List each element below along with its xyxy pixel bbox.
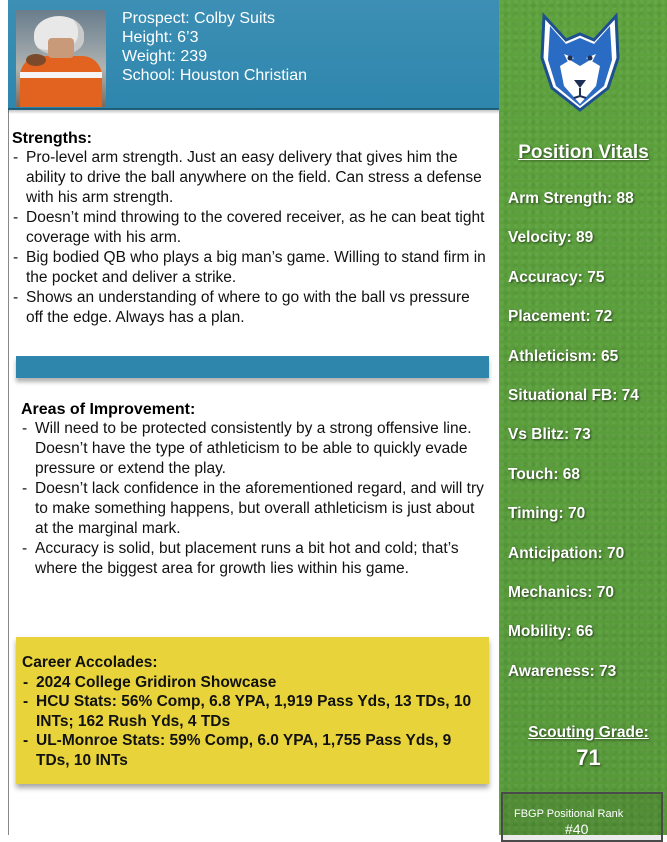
list-item: - UL-Monroe Stats: 59% Comp, 6.0 YPA, 1,755 Pass Yds, 9 TDs, 10 INTs [22, 731, 481, 770]
list-item: - 2024 College Gridiron Showcase [22, 673, 481, 693]
improvement-section [21, 401, 487, 579]
vitals-list [508, 190, 639, 702]
improvement-list [21, 419, 487, 579]
vital-item: Anticipation: 70 [508, 544, 625, 562]
list-item: - Pro-level arm strength. Just an easy delivery that gives him the ability to drive the ball anywhere on the field. Can stress a defense with his arm strength. [12, 148, 487, 208]
vital-item: Timing: 70 [508, 505, 586, 523]
prospect-name: Prospect: Colby Suits [122, 10, 275, 27]
strengths-title: Strengths: [12, 130, 92, 147]
vital-item: Placement: 72 [508, 308, 613, 326]
vital-item: Arm Strength: 88 [508, 190, 634, 207]
accolades-title: Career Accolades: [22, 654, 158, 671]
vital-item: Velocity: 89 [508, 229, 594, 247]
prospect-height: Height: 6’3 [122, 29, 199, 46]
list-item: - HCU Stats: 56% Comp, 6.8 YPA, 1,919 Pass Yds, 13 TDs, 10 INTs; 162 Rush Yds, 4 TDs [22, 692, 481, 731]
accolades-list [22, 673, 481, 771]
list-item: - Will need to be protected consistently by a strong offensive line. Doesn’t have the type of athleticism to be able to quickly evade pressure or extend the play. [21, 419, 487, 479]
photo-jersey-stripe [20, 72, 102, 78]
prospect-school: School: Houston Christian [122, 67, 307, 84]
improvement-title: Areas of Improvement: [21, 401, 196, 418]
list-item: - Big bodied QB who plays a big man’s game. Willing to stand firm in the pocket and deliver a strike. [12, 248, 487, 288]
vital-item: Accuracy: 75 [508, 268, 605, 286]
vital-item: Touch: 68 [508, 465, 581, 483]
section-divider [16, 356, 489, 378]
accolades-box [16, 637, 489, 784]
prospect-info [122, 9, 307, 85]
vital-item: Athleticism: 65 [508, 347, 619, 365]
list-item: - Shows an understanding of where to go with the ball vs pressure off the edge. Always has a plan. [12, 288, 487, 328]
vital-item: Vs Blitz: 73 [508, 426, 591, 444]
header-shadow [8, 108, 499, 114]
vital-item: Awareness: 73 [508, 662, 617, 680]
list-item: - Doesn’t lack confidence in the aforementioned regard, and will try to make something happens, but overall athleticism is just about at the marginal mark. [21, 479, 487, 539]
prospect-photo [16, 10, 106, 107]
prospect-weight: Weight: 239 [122, 48, 208, 65]
vital-item: Mobility: 66 [508, 623, 594, 641]
scouting-grade-value: 71 [576, 745, 601, 770]
husky-logo [530, 10, 630, 115]
vital-item: Situational FB: 74 [508, 386, 639, 404]
strengths-list [12, 148, 487, 328]
position-vitals-title: Position Vitals [518, 142, 649, 163]
photo-face [48, 38, 74, 58]
positional-rank-label: FBGP Positional Rank [514, 808, 624, 820]
scouting-grade-label: Scouting Grade: [528, 724, 649, 741]
list-item: - Doesn’t mind throwing to the covered receiver, as he can beat tight coverage with his arm. [12, 208, 487, 248]
photo-football [26, 54, 46, 66]
positional-rank-value: #40 [565, 821, 589, 837]
vital-item: Mechanics: 70 [508, 583, 614, 601]
list-item: - Accuracy is solid, but placement runs a bit hot and cold; that’s where the biggest area for growth lies within his game. [21, 539, 487, 579]
strengths-section [12, 130, 487, 328]
